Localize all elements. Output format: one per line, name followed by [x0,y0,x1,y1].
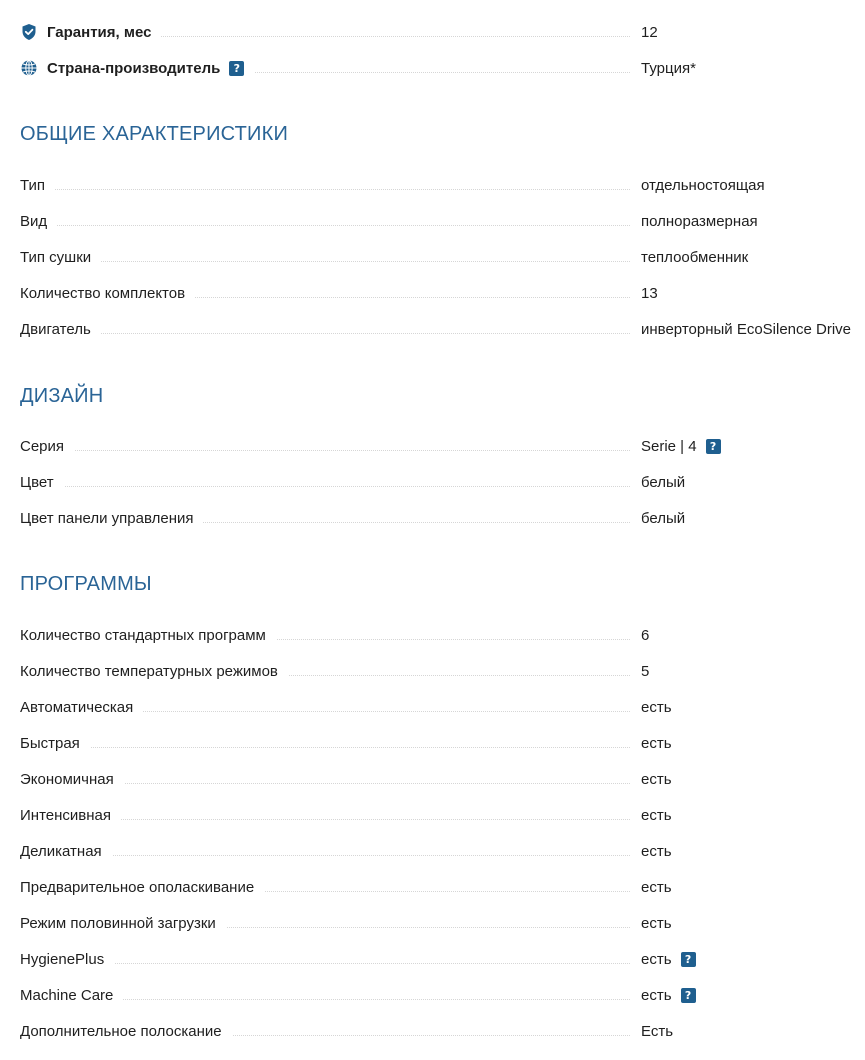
spec-row [20,1019,865,1043]
spec-value: 6 [641,626,650,644]
spec-label: Предварительное ополаскивание [20,878,255,896]
shield-check-icon [20,23,38,41]
spec-value: есть [641,770,672,788]
help-icon[interactable]: ? [229,61,244,76]
section-title-general: ОБЩИЕ ХАРАКТЕРИСТИКИ [20,123,289,145]
spec-label: Двигатель [20,320,91,338]
spec-row [20,173,865,197]
spec-label: Количество стандартных программ [20,626,266,644]
section-title-design: ДИЗАЙН [20,385,104,407]
spec-value: есть [641,878,672,896]
spec-row-country [20,56,865,80]
spec-label: Дополнительное полоскание [20,1022,222,1040]
spec-label: Тип сушки [20,248,92,266]
spec-row [20,947,865,971]
spec-label: Серия [20,437,65,455]
spec-row [20,209,865,233]
spec-label: Цвет панели управления [20,509,194,527]
spec-value: теплообменник [641,248,749,266]
spec-value: 12 [641,23,658,41]
spec-label: Автоматическая [20,698,134,716]
spec-label: Вид [20,212,48,230]
spec-row [20,317,865,341]
spec-row [20,434,865,458]
spec-row [20,731,865,755]
spec-row [20,767,865,791]
spec-value: белый [641,473,686,491]
spec-value: 5 [641,662,650,680]
spec-value: Есть [641,1022,674,1040]
spec-value: есть [641,986,672,1004]
help-icon[interactable]: ? [681,988,696,1003]
spec-label: Деликатная [20,842,102,860]
spec-row [20,506,865,530]
row-leader [20,450,630,451]
spec-label: Экономичная [20,770,114,788]
spec-row [20,470,865,494]
spec-label: Режим половинной загрузки [20,914,216,932]
spec-row [20,281,865,305]
spec-value: 13 [641,284,658,302]
section-title-programs: ПРОГРАММЫ [20,573,152,595]
spec-label: Гарантия, мес [47,23,152,41]
spec-value: отдельностоящая [641,176,765,194]
spec-value: есть [641,914,672,932]
spec-value: есть [641,734,672,752]
spec-label: Быстрая [20,734,80,752]
spec-row [20,623,865,647]
help-icon[interactable]: ? [706,439,721,454]
help-icon[interactable]: ? [681,952,696,967]
spec-row [20,659,865,683]
spec-label: Machine Care [20,986,114,1004]
row-leader [20,189,630,190]
spec-row [20,695,865,719]
row-leader [20,486,630,487]
spec-value: есть [641,806,672,824]
spec-value: полноразмерная [641,212,758,230]
spec-label: HygienePlus [20,950,105,968]
spec-value: есть [641,698,672,716]
spec-label: Цвет [20,473,54,491]
spec-value: есть [641,842,672,860]
row-leader [20,747,630,748]
spec-label: Количество комплектов [20,284,186,302]
spec-row [20,911,865,935]
spec-label: Тип [20,176,46,194]
globe-icon [20,59,38,77]
spec-value: белый [641,509,686,527]
spec-label: Количество температурных режимов [20,662,278,680]
spec-label: Страна-производитель [47,59,221,77]
spec-label: Интенсивная [20,806,111,824]
spec-row-warranty [20,20,865,44]
spec-row [20,803,865,827]
spec-value: Serie | 4 [641,437,697,455]
row-leader [20,261,630,262]
spec-value: есть [641,950,672,968]
spec-value: Турция* [641,59,696,77]
spec-row [20,875,865,899]
spec-value: инверторный EcoSilence Drive [641,320,852,338]
spec-row [20,245,865,269]
spec-row [20,839,865,863]
row-leader [20,333,630,334]
spec-row [20,983,865,1007]
row-leader [20,225,630,226]
